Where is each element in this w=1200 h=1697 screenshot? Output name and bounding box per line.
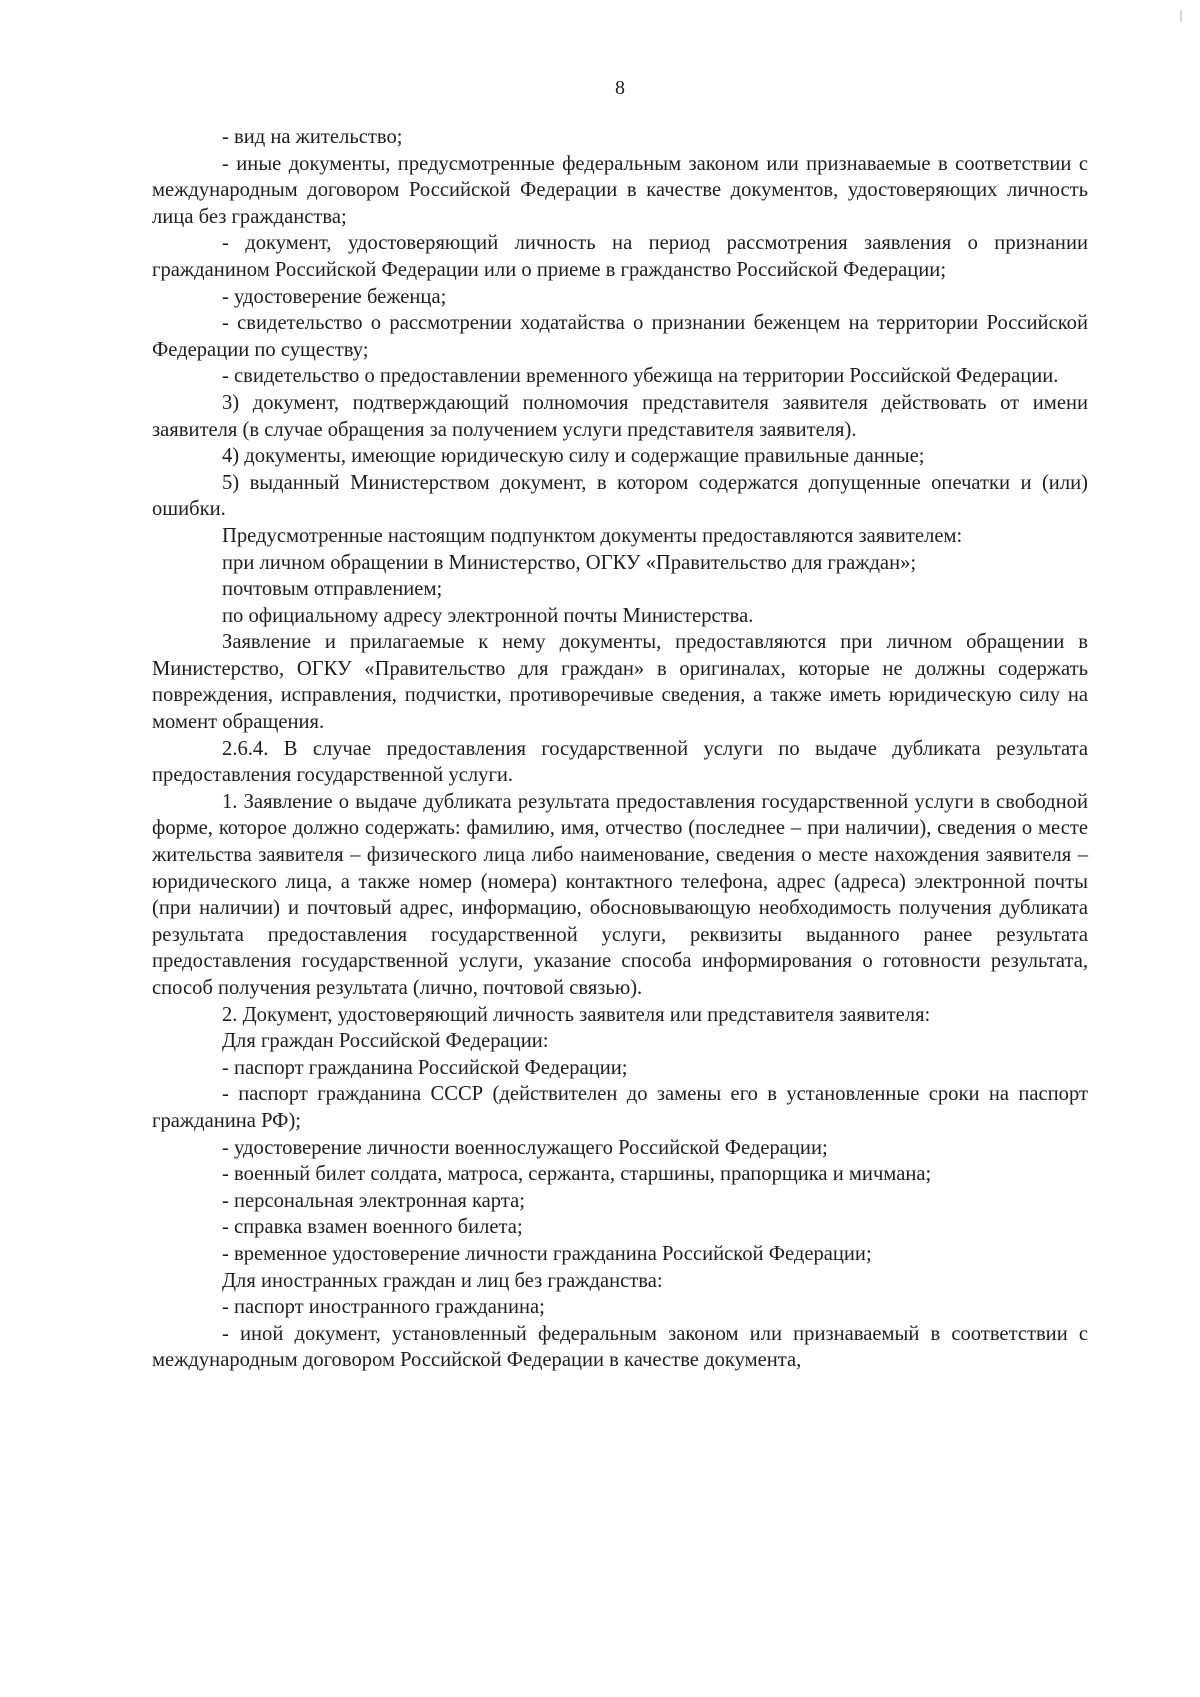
paragraph-temporary-russian-identity: - временное удостоверение личности гражданина Российской Федерации; — [222, 1242, 872, 1265]
paragraph-russian-citizens-heading: Для граждан Российской Федерации: — [222, 1030, 549, 1053]
paragraph-section-2-6-4: 2.6.4. В случае предоставления государственной услуги по выдаче дубликата результата предоставления государственной услуги. — [152, 737, 1088, 787]
paragraph-ministry-document-errors: 5) выданный Министерством документ, в котором содержатся допущенные опечатки и (или) ошибки. — [152, 471, 1088, 521]
paragraph-military-ticket: - военный билет солдата, матроса, сержанта, старшины, прапорщика и мичмана; — [222, 1163, 932, 1186]
paragraph-other-foreign-document: - иной документ, установленный федеральным законом или признаваемый в соответствии с международным договором Российской Федерации в качестве документа, — [152, 1322, 1088, 1372]
paragraph-other-documents: - иные документы, предусмотренные федеральным законом или признаваемые в соответствии с международным договором Российской Федерации в качестве документов, удостоверяющих личность лица без гражданства; — [152, 152, 1088, 228]
paragraph-duplicate-application: 1. Заявление о выдаче дубликата результата предоставления государственной услуги в свободной форме, которое должно содержать: фамилию, имя, отчество (последнее – при наличии), сведения о месте жительства заявителя – физического лица либо наименование, сведения о месте нахождения заявителя – юридического лица, а также номер (номера) контактного телефона, адрес (адреса) электронной почты (при наличии) и почтовый адрес, информацию, обосновывающую необходимость получения дубликата результата предоставления государственной услуги, реквизиты выданного ранее результата предоставления государственной услуги, указание способа информирования о готовности результата, способ получения результата (лично, почтовой связью). — [152, 790, 1088, 999]
paragraph-documents-provided-by: Предусмотренные настоящим подпунктом документы предоставляются заявителем: — [222, 524, 963, 547]
paragraph-representative-authority: 3) документ, подтверждающий полномочия представителя заявителя действовать от имени заявителя (в случае обращения за получением услуги представителя заявителя). — [152, 391, 1088, 441]
paragraph-temporary-asylum-certificate: - свидетельство о предоставлении временного убежища на территории Российской Федерации. — [222, 365, 1059, 388]
paragraph-refugee-petition-certificate: - свидетельство о рассмотрении ходатайства о признании беженцем на территории Российской Федерации по существу; — [152, 312, 1088, 361]
paragraph-refugee-certificate: - удостоверение беженца; — [222, 285, 447, 308]
document-body — [152, 124, 1088, 1374]
paragraph-ussr-passport: - паспорт гражданина СССР (действителен до замены его в установленные сроки на паспорт гражданина РФ); — [152, 1083, 1088, 1132]
scan-edge-mark — [1180, 10, 1182, 22]
paragraph-residence-permit: - вид на жительство; — [222, 126, 403, 148]
paragraph-military-identity: - удостоверение личности военнослужащего Российской Федерации; — [222, 1136, 828, 1159]
paragraph-by-email: по официальному адресу электронной почты Министерства. — [222, 604, 754, 627]
paragraph-personal-electronic-card: - персональная электронная карта; — [222, 1189, 525, 1212]
paragraph-legal-force-documents: 4) документы, имеющие юридическую силу и содержащие правильные данные; — [222, 445, 925, 468]
paragraph-russian-passport: - паспорт гражданина Российской Федерации; — [222, 1056, 628, 1079]
paragraph-foreigners-heading: Для иностранных граждан и лиц без гражданства: — [222, 1269, 663, 1292]
paragraph-by-post: почтовым отправлением; — [222, 578, 443, 601]
page-number: 8 — [615, 77, 625, 99]
paragraph-in-person: при личном обращении в Министерство, ОГКУ «Правительство для граждан»; — [222, 551, 917, 574]
paragraph-military-ticket-certificate: - справка взамен военного билета; — [222, 1216, 523, 1239]
paragraph-original-documents: Заявление и прилагаемые к нему документы, предоставляются при личном обращении в Министерство, ОГКУ «Правительство для граждан» в оригиналах, которые не должны содержать повреждения, исправления, подчистки, противоречивые сведения, а также иметь юридическую силу на момент обращения. — [152, 631, 1088, 734]
paragraph-identity-document: 2. Документ, удостоверяющий личность заявителя или представителя заявителя: — [222, 1003, 931, 1026]
paragraph-temporary-identity-document: - документ, удостоверяющий личность на период рассмотрения заявления о признании гражданином Российской Федерации или о приеме в гражданство Российской Федерации; — [152, 232, 1088, 281]
paragraph-foreign-passport: - паспорт иностранного гражданина; — [222, 1296, 545, 1319]
